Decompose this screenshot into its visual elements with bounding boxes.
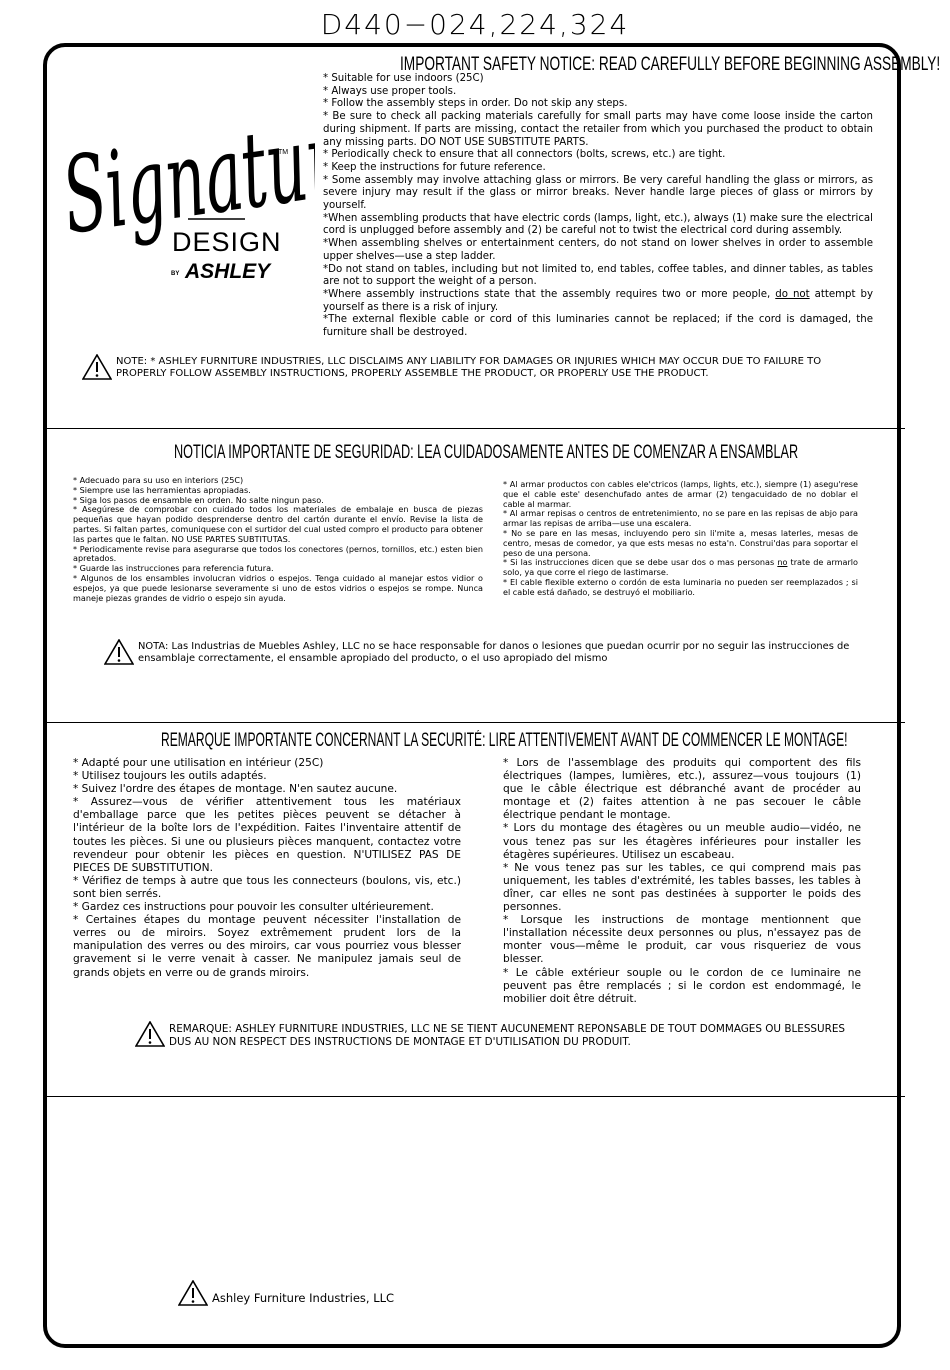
- english-item: * Follow the assembly steps in order. Do not skip any steps.: [323, 98, 628, 110]
- spanish-item: * Adecuado para su uso en interiors (25C): [73, 475, 244, 485]
- english-item: * Be sure to check all packing materials carefully for small parts may have come loose inside the carton during shipment. If parts are missing, contact the retailer from which you purchased the product to obtain any missing parts. DO NOT USE SUBSTITUTE PARTS.: [323, 111, 873, 148]
- spanish-item: * Al armar productos con cables ele'ctricos (lamps, lights, etc.), siempre (1) asegu'rese que el cable este' desenchufado antes de armar (2) tengacuidado de no doblar el cable al marmar.: [503, 479, 858, 509]
- french-item: * Gardez ces instructions pour pouvoir les consulter ultérieurement.: [73, 901, 434, 914]
- spanish-item: * Algunos de los ensambles involucran vidrios o espejos. Tenga cuidado al manejar estos vidior o espejos, ya que puede lesionarse severamente si uno de estos vidrios o espejos se rompe. Nunca maneje piezas grandes de vidrio o espejo sin ayuda.: [73, 572, 483, 603]
- english-item: *When assembling shelves or entertainment centers, do not stand on lower shelves in order to assemble upper shelves—use a step ladder.: [323, 238, 873, 262]
- spanish-item: * No se pare en las mesas, incluyendo pero sin li'mite a, mesas laterles, mesas de centro, mesas de comedor, ya que ests mesas no esta'n. Construi'das para soportar el peso de una persona.: [503, 527, 858, 558]
- spanish-item: * Guarde las instrucciones para referencia futura.: [73, 563, 274, 574]
- french-instructions-right: [503, 757, 861, 1006]
- french-item: * Certaines étapes du montage peuvent nécessiter l'installation de verres ou de miroirs. Soyez extrêmement prudent lors de la manipulation des verres ou des miroirs, car vous pourriez vous blesser gravement si le verre venait à casser. Ne manipulez jamais seul de grands objets en verre ou de grands miroirs.: [73, 914, 461, 979]
- footer-company: Ashley Furniture Industries, LLC: [212, 1291, 395, 1305]
- spanish-title: NOTICIA IMPORTANTE DE SEGURIDAD: LEA CUIDADOSAMENTE ANTES DE COMENZAR A ENSAMBLAR: [174, 442, 799, 463]
- logo-trademark: TM: [278, 149, 289, 156]
- spanish-instructions-left: [73, 476, 483, 603]
- spanish-note: [104, 641, 870, 665]
- spanish-note-text: NOTA: Las Industrias de Muebles Ashley, LLC no se hace responsable for danos o lesiones que puedan ocurrir por no seguir las instrucciones de ensamblaje correctamente, el ensamble apropiado del producto, o el uso apropiado del mismo: [138, 641, 850, 664]
- spanish-item: * Siempre use las herramientas apropiadas.: [73, 484, 251, 495]
- section-divider: [43, 428, 905, 429]
- french-item: * Utilisez toujours les outils adaptés.: [73, 770, 267, 783]
- logo-ashley-text: ASHLEY: [185, 260, 271, 283]
- spanish-item-two-person: * Si las instrucciones dicen que se debe usar dos o mas personas no trate de armarlo solo, ya que corre el riego de lastimarse.: [503, 557, 858, 578]
- english-item: * Suitable for use indoors (25C): [323, 73, 484, 84]
- english-item: * Keep the instructions for future reference.: [323, 161, 546, 173]
- spanish-item: * El cable flexible externo o cordón de esta luminaria no pueden ser reemplazados ; si el cable está dañado, se destruyó el mobiliario.: [503, 576, 858, 597]
- document-code: D440−024,224,324: [320, 8, 630, 41]
- warning-triangle-icon: [104, 639, 134, 665]
- warning-triangle-icon: [82, 354, 112, 380]
- french-item: * Le câble extérieur souple ou le cordon de ce luminaire ne peuvent pas être remplacés ; si le cordon est endommagé, le mobilier doit être détruit.: [503, 966, 861, 1005]
- english-item: *Do not stand on tables, including but not limited to, end tables, coffee tables, and dinner tables, as tables are not to support the weight of a person.: [323, 263, 873, 288]
- signature-design-logo: [60, 118, 315, 288]
- french-item: * Vérifiez de temps à autre que tous les connecteurs (boulons, vis, etc.) sont bien serrés.: [73, 874, 461, 900]
- spanish-item: * Al armar repisas o centros de entretenimiento, no se pare en las repisas de abjo para armar las repisas de arriba—use una escalera.: [503, 508, 858, 529]
- section-divider: [43, 722, 905, 723]
- english-item: * Some assembly may involve attaching glass or mirrors. Be very careful handling the glass or mirrors, as severe injury may result if the glass or mirror breaks. Never handle large pieces of glass or mirrors by yourself.: [323, 174, 873, 212]
- spanish-item: * Asegúrese de comprobar con cuidado todos los materiales de embalaje en busca de piezas pequeñas que hayan podido desprenderse dentro del cartón durante el envío. Revise la lista de partes. Si faltan partes, comuniquese con el surtidor del cual usted compro el producto para obtener las partes que le faltan. NO USE PARTES SUBTITUTAS.: [73, 504, 483, 544]
- french-item: * Suivez l'ordre des étapes de montage. N'en sautez aucune.: [73, 783, 398, 796]
- french-item: * Ne vous tenez pas sur les tables, ce qui comprend mais pas uniquement, les tables d'extrémité, les tables basses, les tables à dîner, car elles ne sont pas destinées à supporter le poids des personnes.: [503, 861, 861, 914]
- french-instructions-left: [73, 757, 461, 980]
- french-item: * Adapté pour une utilisation en intérieur (25C): [73, 757, 324, 769]
- french-note: [135, 1023, 847, 1049]
- signature-logo-graphic: [60, 118, 315, 288]
- english-item: *The external flexible cable or cord of this luminaries cannot be replaced; if the cord is damaged, the furniture shall be destroyed.: [323, 314, 873, 339]
- logo-design-text: DESIGN: [172, 227, 282, 257]
- spanish-item: * Periodicamente revise para asegurarse que todos los conectores (pernos, tornillos, etc.) esten bien apretados.: [73, 543, 483, 564]
- english-item: * Periodically check to ensure that all connectors (bolts, screws, etc.) are tight.: [323, 149, 726, 161]
- logo-by-text: BY: [171, 271, 180, 277]
- english-note-text: NOTE: * ASHLEY FURNITURE INDUSTRIES, LLC DISCLAIMS ANY LIABILITY FOR DAMAGES OR INJURIES WHICH MAY OCCUR DUE TO FAILURE TO PROPERLY FOLLOW ASSEMBLY INSTRUCTIONS, PROPERLY ASSEMBLE THE PRODUCT, OR PROPERLY USE THE PRODUCT.: [116, 356, 822, 380]
- french-note-text: REMARQUE: ASHLEY FURNITURE INDUSTRIES, LLC NE SE TIENT AUCUNEMENT REPONSABLE DE TOUT DOMMAGES OU BLESSURES DUS AU NON RESPECT DES INSTRUCTIONS DE MONTAGE ET D'UTILISATION DU PRODUIT.: [169, 1023, 845, 1048]
- english-item: * Always use proper tools.: [323, 85, 457, 97]
- french-item: * Assurez—vous de vérifier attentivement tous les matériaux d'emballage parce que les petites pièces peuvent se détacher à l'intérieur de la boîte lors de l'expédition. Faites l'inventaire attentif de toutes les pièces. Si une ou plusieurs pièces manquent, contactez votre revendeur pour obtenir les pièces en question. N'UTILISEZ PAS DE PIECES DE SUBSTITUTION.: [73, 796, 461, 874]
- french-item: * Lors de l'assemblage des produits qui comportent des fils électriques (lampes, lumières, etc.), assurez—vous toujours (1) que le câble électrique est débranché avant de procéder au montage et (2) faites attention à ne pas secouer le câble électrique pendant le montage.: [503, 757, 861, 822]
- warning-triangle-icon: [135, 1021, 165, 1047]
- section-divider: [43, 1096, 905, 1097]
- warning-triangle-icon: [178, 1280, 208, 1306]
- spanish-instructions-right: [503, 480, 858, 598]
- french-item: * Lors du montage des étagères ou un meuble audio—vidéo, ne vous tenez pas sur les étagères inférieures pour installer les étagères supérieures. Utilisez un escabeau.: [503, 822, 861, 861]
- spanish-item: * Siga los pasos de ensamble en orden. No salte ningun paso.: [73, 494, 324, 505]
- logo-script-text: Signature: [60, 118, 315, 259]
- english-item-two-person: *Where assembly instructions state that the assembly requires two or more people, do not attempt by yourself as there is a risk of injury.: [323, 288, 873, 313]
- english-item: *When assembling products that have electric cords (lamps, light, etc.), always (1) make sure the electrical cord is unplugged before assembly and (2) be careful not to twist the electrical cord during assembly.: [323, 212, 873, 237]
- french-item: * Lorsque les instructions de montage mentionnent que l'installation nécessite deux personnes ou plus, n'essayez pas de monter vous—même le produit, car vous risqueriez de vous blesser.: [503, 914, 861, 966]
- french-title: REMARQUE IMPORTANTE CONCERNANT LA SECURITÉ: LIRE ATTENTIVEMENT AVANT DE COMMENCER LE MONTAGE!: [161, 730, 848, 751]
- footer: [178, 1280, 394, 1306]
- english-instructions: [323, 73, 873, 340]
- english-note: [82, 356, 842, 381]
- english-title: IMPORTANT SAFETY NOTICE: READ CAREFULLY BEFORE BEGINNING ASSEMBLY!: [400, 54, 941, 75]
